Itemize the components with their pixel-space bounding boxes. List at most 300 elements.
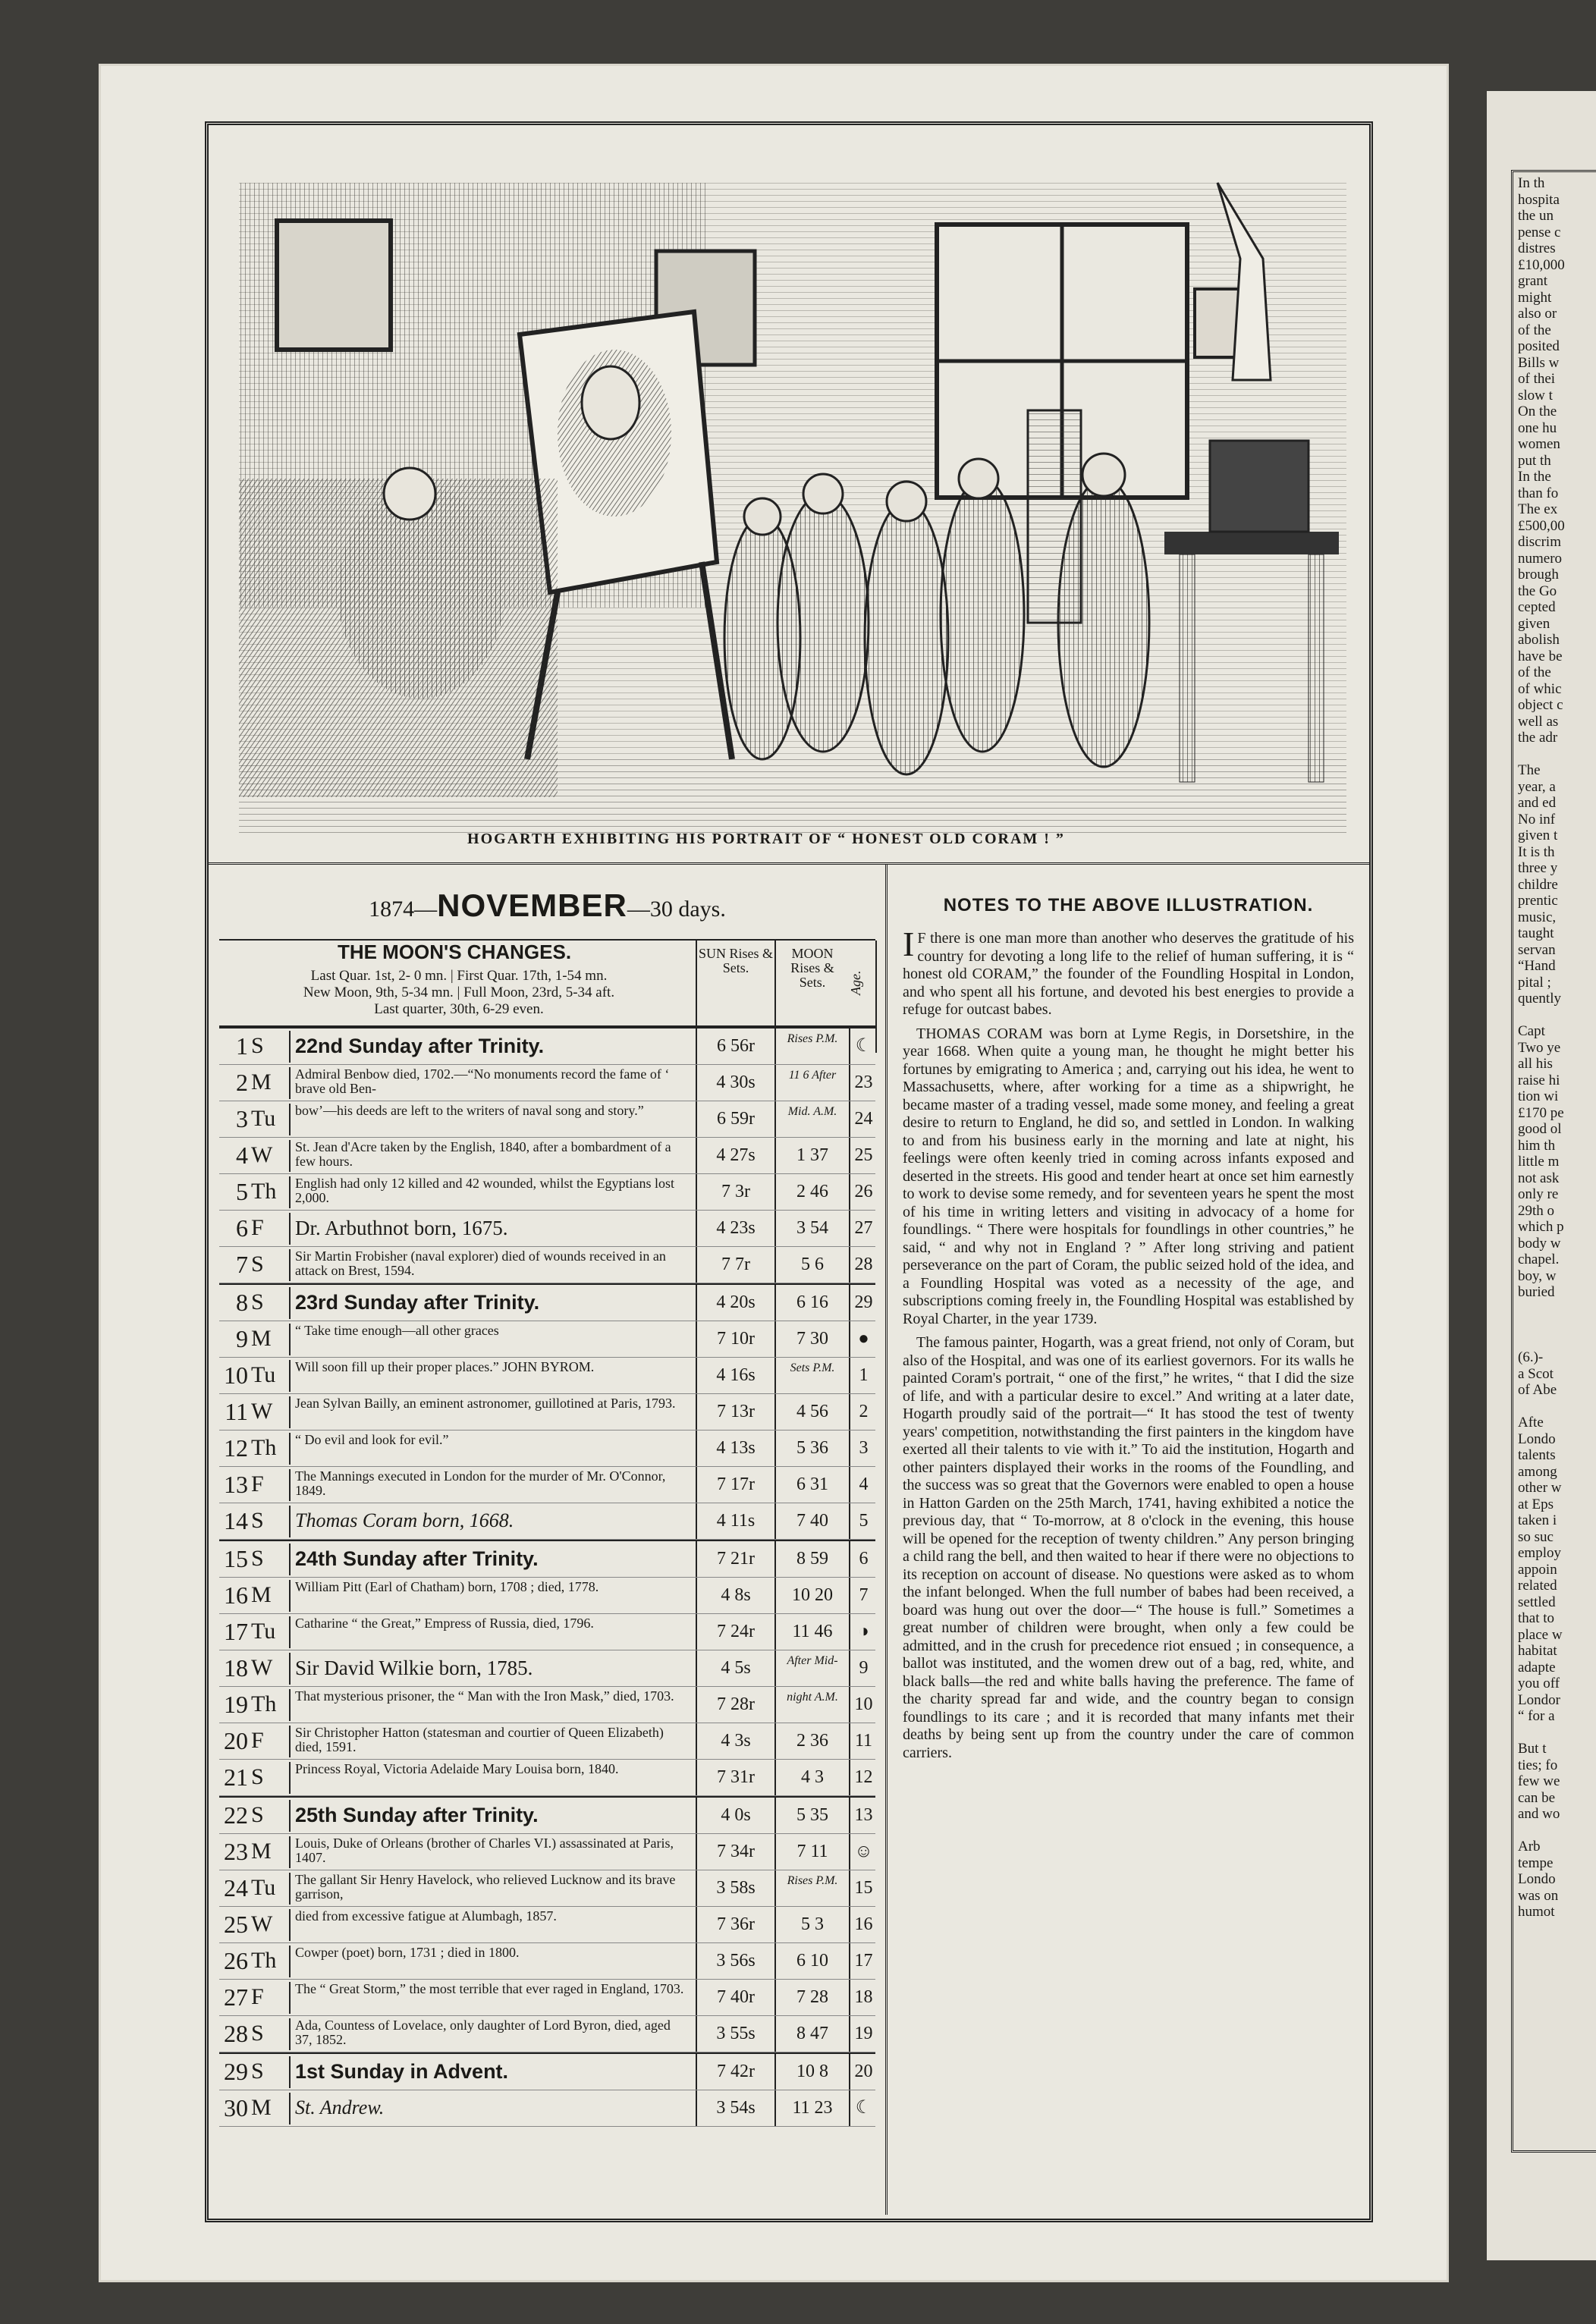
facing-text-line: other w — [1518, 1480, 1562, 1496]
weekday: Tu — [251, 1106, 276, 1131]
day-event: Dr. Arbuthnot born, 1675. — [289, 1213, 690, 1245]
calendar-row — [219, 1687, 875, 1723]
calendar-row — [219, 1614, 875, 1650]
facing-text-line: childre — [1518, 876, 1558, 893]
day-event: Sir David Wilkie born, 1785. — [289, 1653, 690, 1685]
facing-text-line: the adr — [1518, 730, 1558, 746]
facing-text-line: three y — [1518, 860, 1558, 876]
day-event: 24th Sunday after Trinity. — [289, 1544, 690, 1575]
moon-line-2: New Moon, 9th, 5-34 mn. | Full Moon, 23rd, 5-34 aft. — [303, 985, 615, 1000]
facing-text-line: settled — [1518, 1594, 1556, 1610]
day-event: Catharine “ the Great,” Empress of Russia, died, 1796. — [289, 1616, 690, 1648]
moon-changes-box — [219, 939, 875, 1027]
facing-text-line: of Abe — [1518, 1382, 1557, 1398]
moon-age: 18 — [849, 1980, 877, 2015]
facing-text-line: Afte — [1518, 1415, 1544, 1431]
calendar-row — [219, 1467, 875, 1503]
moon-age: 4 — [849, 1467, 877, 1503]
moon-age: 6 — [849, 1541, 877, 1577]
day-event: Admiral Benbow died, 1702.—“No monuments record the fame of ‘ brave old Ben- — [289, 1067, 690, 1099]
facing-text-line: prentic — [1518, 893, 1558, 909]
calendar-row — [219, 1138, 875, 1174]
facing-text-line: good ol — [1518, 1121, 1562, 1137]
weekday: Th — [251, 1691, 277, 1716]
moon-age: 7 — [849, 1578, 877, 1613]
facing-text-line: In th — [1518, 175, 1545, 191]
facing-text-line: the un — [1518, 208, 1554, 224]
sun-column-header: SUN Rises & Sets. — [696, 941, 774, 1032]
calendar-section — [219, 865, 875, 2127]
sun-time: 7 24r — [696, 1614, 774, 1650]
calendar-row — [219, 1834, 875, 1870]
facing-text-line — [1518, 1823, 1596, 1839]
calendar-row — [219, 1943, 875, 1980]
facing-text-line: On the — [1518, 404, 1557, 419]
facing-text-line: numero — [1518, 550, 1563, 567]
calendar-row — [219, 2090, 875, 2127]
weekday: W — [251, 1911, 273, 1936]
moon-time: 11 46 — [774, 1614, 849, 1650]
facing-text-line: No inf — [1518, 811, 1556, 828]
facing-text-line: Londo — [1518, 1871, 1556, 1887]
day-number: 18 — [224, 1654, 248, 1682]
calendar-rows — [219, 1027, 875, 2127]
sun-time: 4 8s — [696, 1578, 774, 1613]
moon-age: 11 — [849, 1723, 877, 1759]
calendar-row — [219, 1723, 875, 1760]
facing-text-line: also or — [1518, 306, 1557, 322]
facing-text-line: brough — [1518, 567, 1559, 583]
moon-column-header: MOON Rises & Sets. — [774, 941, 849, 1032]
moon-time: 11 6 After — [774, 1065, 849, 1101]
weekday: M — [251, 2095, 272, 2120]
day-number: 28 — [224, 2020, 248, 2047]
facing-page — [1487, 91, 1596, 2260]
facing-text-line: given — [1518, 615, 1550, 632]
facing-page-column — [1511, 170, 1596, 2153]
sun-time: 7 28r — [696, 1687, 774, 1723]
sun-time: 4 16s — [696, 1358, 774, 1393]
facing-text-line: adapte — [1518, 1659, 1556, 1675]
day-event: 22nd Sunday after Trinity. — [289, 1031, 690, 1063]
day-number: 9 — [236, 1325, 248, 1352]
day-event: Jean Sylvan Bailly, an eminent astronomer, guillotined at Paris, 1793. — [289, 1396, 690, 1428]
moon-age: 28 — [849, 1247, 877, 1283]
moon-changes-title: THE MOON'S CHANGES. — [337, 941, 572, 963]
facing-text-line: “Hand — [1518, 958, 1556, 974]
almanac-page — [99, 64, 1449, 2282]
notes-paragraph: The famous painter, Hogarth, was a great friend, not only of Coram, but also of the Hospital, and was one of its earliest governors. For its walls he painted Coram's portrait, “ one of the first,” he writes, “ that I did the size of life, and with a particular desire to excel.” And writing at a later date, Hogarth proudly said of the portrait—“ It has stood the test of twenty years' competition, notwithstanding the first painters in the kingdom have exerted all their talents to vie with it.” To aid the institution, Hogarth and other painters displayed their works in the rooms of the Foundling, and the success was so great that the Governors were enabled to open a house in Hatton Garden on the 25th March, 1741, having exhibited a notice the previous day, that “ To-morrow, at 8 o'clock in the evening, this house will be opened for the reception of twenty children.” Any person bringing a child rang the bell, and then waited to hear if there were no objections to its reception on account of disease. No questions were asked as to whom the infant belonged. When the full number of babes had been received, a board was hung out over the door—“ The house is full.” Sometimes a great number of children were brought, when only a few could be admitted, and in the crush for precedence riot ensued ; in consequence, a ballot was instituted, and the women drew out of a bag, red, white, and black balls—the red and white balls having the preference. The fame of the charity spread far and wide, and the country began to consign foundlings to its care ; and it is recorded that many infants met their deaths by being sent up from the country under the care of common carriers. — [903, 1334, 1354, 1761]
facing-text-line: place w — [1518, 1626, 1563, 1643]
calendar-row — [219, 2052, 875, 2090]
weekday: M — [251, 1582, 272, 1607]
day-number: 8 — [236, 1289, 248, 1316]
weekday: Th — [251, 1179, 277, 1204]
sun-time: 4 11s — [696, 1503, 774, 1539]
day-event: Ada, Countess of Lovelace, only daughter of Lord Byron, died, aged 37, 1852. — [289, 2018, 690, 2050]
day-event: 25th Sunday after Trinity. — [289, 1800, 690, 1832]
moon-age: 10 — [849, 1687, 877, 1723]
facing-text-line: habitat — [1518, 1643, 1557, 1659]
day-event: Will soon fill up their proper places.” JOHN BYROM. — [289, 1360, 690, 1392]
weekday: W — [251, 1399, 273, 1424]
day-event: The gallant Sir Henry Havelock, who relieved Lucknow and its brave garrison, — [289, 1873, 690, 1905]
day-number: 11 — [225, 1398, 248, 1425]
sun-time: 4 27s — [696, 1138, 774, 1173]
day-number: 23 — [224, 1838, 248, 1865]
day-number: 7 — [236, 1251, 248, 1278]
moon-age: 17 — [849, 1943, 877, 1979]
weekday: S — [251, 1289, 264, 1314]
moon-time: 1 37 — [774, 1138, 849, 1173]
moon-time: 7 30 — [774, 1321, 849, 1357]
facing-text-line: boy, w — [1518, 1267, 1557, 1284]
moon-age: 20 — [849, 2054, 877, 2090]
engraving-illustration — [231, 152, 1346, 850]
facing-text-line: hospita — [1518, 191, 1560, 208]
weekday: Tu — [251, 1619, 276, 1644]
weekday: F — [251, 1215, 264, 1240]
day-number: 24 — [224, 1874, 248, 1902]
weekday: F — [251, 1984, 264, 2009]
calendar-row — [219, 1907, 875, 1943]
calendar-row — [219, 1211, 875, 1247]
day-event: Thomas Coram born, 1668. — [289, 1506, 690, 1537]
calendar-row — [219, 1650, 875, 1687]
moon-time: 5 3 — [774, 1907, 849, 1942]
facing-text-line: and wo — [1518, 1806, 1560, 1822]
year: 1874 — [369, 897, 415, 922]
moon-age: ● — [849, 1321, 877, 1357]
day-event: That mysterious prisoner, the “ Man with the Iron Mask,” died, 1703. — [289, 1689, 690, 1721]
facing-text-line: might — [1518, 289, 1552, 306]
moon-time: 2 46 — [774, 1174, 849, 1210]
sun-time: 4 20s — [696, 1285, 774, 1321]
facing-text-line: quently — [1518, 991, 1561, 1007]
weekday: S — [251, 2021, 264, 2046]
weekday: W — [251, 1655, 273, 1680]
day-number: 10 — [224, 1361, 248, 1389]
day-event: English had only 12 killed and 42 wounded, whilst the Egyptians lost 2,000. — [289, 1176, 690, 1208]
day-event: Cowper (poet) born, 1731 ; died in 1800. — [289, 1946, 690, 1977]
moon-time: 6 10 — [774, 1943, 849, 1979]
calendar-row — [219, 1283, 875, 1321]
facing-text-line: cepted — [1518, 599, 1556, 615]
day-number: 20 — [224, 1727, 248, 1754]
weekday: S — [251, 1802, 264, 1827]
day-event: 23rd Sunday after Trinity. — [289, 1287, 690, 1319]
moon-age: 19 — [849, 2016, 877, 2052]
sun-time: 3 55s — [696, 2016, 774, 2052]
moon-time: After Mid- — [774, 1650, 849, 1686]
facing-text-line: The ex — [1518, 501, 1558, 517]
facing-text-line: the Go — [1518, 583, 1557, 599]
sun-time: 7 36r — [696, 1907, 774, 1942]
calendar-row — [219, 1796, 875, 1834]
facing-text-line: The — [1518, 762, 1541, 778]
facing-text-line: talents — [1518, 1447, 1556, 1463]
day-number: 29 — [224, 2058, 248, 2085]
day-event: Sir Christopher Hatton (statesman and courtier of Queen Elizabeth) died, 1591. — [289, 1726, 690, 1757]
moon-time: 7 40 — [774, 1503, 849, 1539]
day-number: 17 — [224, 1618, 248, 1645]
facing-text-line — [1518, 1399, 1596, 1415]
facing-text-line: buried — [1518, 1284, 1555, 1300]
calendar-row — [219, 1247, 875, 1283]
day-event: 1st Sunday in Advent. — [289, 2056, 690, 2088]
facing-text-line — [1518, 1301, 1596, 1317]
day-number: 5 — [236, 1178, 248, 1205]
day-number: 22 — [224, 1801, 248, 1829]
facing-text-line — [1518, 746, 1596, 763]
sun-time: 4 23s — [696, 1211, 774, 1246]
sun-time: 7 7r — [696, 1247, 774, 1283]
facing-text-line: one hu — [1518, 419, 1557, 436]
moon-age: 2 — [849, 1394, 877, 1430]
facing-text-line: chapel. — [1518, 1252, 1560, 1267]
facing-text-line: have be — [1518, 648, 1563, 664]
facing-text-line — [1518, 1333, 1596, 1350]
sun-time: 4 13s — [696, 1431, 774, 1466]
facing-text-line: pital ; — [1518, 974, 1551, 991]
moon-line-3: Last quarter, 30th, 6-29 even. — [374, 1001, 544, 1017]
facing-text-line: that to — [1518, 1610, 1555, 1626]
moon-time: 7 11 — [774, 1834, 849, 1870]
facing-text-line: related — [1518, 1578, 1557, 1594]
day-number: 14 — [224, 1507, 248, 1534]
facing-text-line: It is th — [1518, 843, 1555, 860]
facing-text-line: than fo — [1518, 485, 1559, 501]
facing-text-line: Two ye — [1518, 1039, 1561, 1056]
facing-text-line: well as — [1518, 713, 1559, 730]
calendar-row — [219, 1358, 875, 1394]
moon-age: 5 — [849, 1503, 877, 1539]
calendar-row — [219, 1980, 875, 2016]
day-event: Louis, Duke of Orleans (brother of Charles VI.) assassinated at Paris, 1407. — [289, 1836, 690, 1868]
day-event: William Pitt (Earl of Chatham) born, 1708 ; died, 1778. — [289, 1580, 690, 1612]
weekday: S — [251, 2059, 264, 2084]
day-number: 2 — [236, 1069, 248, 1096]
day-number: 13 — [224, 1471, 248, 1498]
moon-time: 8 47 — [774, 2016, 849, 2052]
moon-age: 3 — [849, 1431, 877, 1466]
facing-text-line: Londo — [1518, 1431, 1556, 1447]
day-number: 21 — [224, 1763, 248, 1791]
notes-section — [903, 865, 1354, 1768]
moon-age: 27 — [849, 1211, 877, 1246]
page-frame — [205, 121, 1373, 2222]
facing-text-line: Arb — [1518, 1839, 1541, 1854]
moon-time: 6 16 — [774, 1285, 849, 1321]
weekday: Tu — [251, 1875, 276, 1900]
facing-text-line: few we — [1518, 1773, 1560, 1789]
facing-text-line: But t — [1518, 1741, 1547, 1757]
moon-line-1: Last Quar. 1st, 2- 0 mn. | First Quar. 17th, 1-54 mn. — [310, 968, 608, 984]
sun-time: 7 34r — [696, 1834, 774, 1870]
facing-text-line: not ask — [1518, 1170, 1560, 1186]
day-number: 19 — [224, 1691, 248, 1718]
calendar-row — [219, 1321, 875, 1358]
moon-time: 5 36 — [774, 1431, 849, 1466]
facing-text-line: among — [1518, 1463, 1557, 1480]
facing-text-line — [1518, 1007, 1596, 1024]
facing-text-line: of thei — [1518, 371, 1556, 387]
sun-time: 6 59r — [696, 1101, 774, 1137]
moon-time: Rises P.M. — [774, 1870, 849, 1906]
moon-time: 7 28 — [774, 1980, 849, 2015]
calendar-row — [219, 1503, 875, 1540]
day-event: St. Jean d'Acre taken by the English, 1840, after a bombardment of a few hours. — [289, 1140, 690, 1172]
sun-time: 7 31r — [696, 1760, 774, 1795]
facing-text-line: In the — [1518, 469, 1551, 485]
calendar-row — [219, 1027, 875, 1065]
facing-text-line: abolish — [1518, 632, 1560, 648]
moon-age: 25 — [849, 1138, 877, 1173]
calendar-row — [219, 1065, 875, 1101]
day-number: 15 — [224, 1545, 248, 1572]
facing-text-line: “ for a — [1518, 1708, 1555, 1724]
moon-age: ☾ — [849, 1029, 877, 1064]
moon-time: 5 35 — [774, 1798, 849, 1833]
weekday: M — [251, 1326, 272, 1351]
calendar-row — [219, 1101, 875, 1138]
facing-text-line: taught — [1518, 925, 1554, 941]
day-event: St. Andrew. — [289, 2093, 690, 2125]
facing-text-line: humot — [1518, 1904, 1555, 1920]
day-number: 3 — [236, 1105, 248, 1132]
moon-age: ☺ — [849, 1834, 877, 1870]
moon-time: 10 20 — [774, 1578, 849, 1613]
facing-text-line: so suc — [1518, 1528, 1554, 1545]
facing-text-line: £10,000 — [1518, 256, 1565, 273]
weekday: M — [251, 1069, 272, 1094]
day-number: 25 — [224, 1911, 248, 1938]
sun-time: 3 56s — [696, 1943, 774, 1979]
facing-text-line: only re — [1518, 1186, 1559, 1202]
sun-time: 6 56r — [696, 1029, 774, 1064]
moon-age: 13 — [849, 1798, 877, 1833]
weekday: F — [251, 1471, 264, 1496]
facing-text-line: grant — [1518, 273, 1548, 289]
facing-text-line: ties; fo — [1518, 1757, 1558, 1773]
facing-text-line: body w — [1518, 1235, 1561, 1252]
month-name: NOVEMBER — [437, 887, 627, 923]
day-number: 27 — [224, 1983, 248, 2011]
notes-title: NOTES TO THE ABOVE ILLUSTRATION. — [943, 895, 1314, 915]
facing-text-line: raise hi — [1518, 1072, 1560, 1088]
calendar-row — [219, 1760, 875, 1796]
sun-time: 7 13r — [696, 1394, 774, 1430]
weekday: S — [251, 1764, 264, 1789]
moon-time: 6 31 — [774, 1467, 849, 1503]
facing-text-line: him th — [1518, 1137, 1556, 1154]
facing-text-line: tion wi — [1518, 1088, 1559, 1104]
facing-text-line: women — [1518, 436, 1560, 452]
sun-time: 7 21r — [696, 1541, 774, 1577]
day-number: 30 — [224, 2094, 248, 2121]
age-column-header: Age. — [849, 941, 877, 1053]
illustration-caption: HOGARTH EXHIBITING HIS PORTRAIT OF “ HONEST OLD CORAM ! ” — [467, 831, 1065, 847]
moon-time: 4 56 — [774, 1394, 849, 1430]
calendar-row — [219, 1578, 875, 1614]
facing-text-line: can be — [1518, 1789, 1556, 1806]
facing-text-line: £500,00 — [1518, 517, 1565, 534]
facing-text-line: Bills w — [1518, 354, 1560, 371]
facing-text-line: employ — [1518, 1545, 1561, 1561]
weekday: Tu — [251, 1362, 276, 1387]
moon-age: 15 — [849, 1870, 877, 1906]
facing-text-line: year, a — [1518, 778, 1556, 795]
moon-age: 24 — [849, 1101, 877, 1137]
facing-text-line: tempe — [1518, 1854, 1554, 1871]
facing-text-line: appoin — [1518, 1561, 1557, 1578]
day-event: Princess Royal, Victoria Adelaide Mary Louisa born, 1840. — [289, 1762, 690, 1794]
day-number: 26 — [224, 1947, 248, 1974]
facing-text-line: £170 pe — [1518, 1104, 1564, 1121]
facing-text-line: posited — [1518, 338, 1560, 354]
sun-time: 7 40r — [696, 1980, 774, 2015]
facing-text-line: 29th o — [1518, 1202, 1555, 1219]
moon-age: 1 — [849, 1358, 877, 1393]
sun-time: 3 54s — [696, 2090, 774, 2126]
sun-time: 7 3r — [696, 1174, 774, 1210]
facing-text-line: slow t — [1518, 387, 1553, 404]
weekday: S — [251, 1546, 264, 1571]
day-number: 1 — [236, 1032, 248, 1060]
facing-text-line: distres — [1518, 240, 1556, 256]
weekday: M — [251, 1839, 272, 1864]
moon-time: 5 6 — [774, 1247, 849, 1283]
facing-text-line: discrim — [1518, 534, 1561, 550]
moon-time: 3 54 — [774, 1211, 849, 1246]
notes-paragraph: THOMAS CORAM was born at Lyme Regis, in Dorsetshire, in the year 1668. When quite a young man, he thought he might better his fortunes by emigrating to America ; and, carrying out his idea, he went to Massachusetts, where, after working for a time as a shipwright, he became master of a trading vessel, made some money, and feeling a great desire to return to England, he did so, and settled in London. In walking to and from his business early in the morning and late at night, his feelings were often keenly tried in coming across infants exposed and deserted in the streets. His good and tender heart at once set him earnestly to work to devise some remedy, and for seventeen years he spent the most of his time in writing letters and visiting in advocacy of a home for foundlings. “ There were hospitals for foundlings in other countries,” he said, “ and why not in England ? ” After long striving and patient perseverance on the part of Coram, the public seized hold of the idea, and a Foundling Hospital was voted as a necessity of the age, and subscriptions coming freely in, the Foundling Hospital was established by Royal Charter, in the year 1739. — [903, 1025, 1354, 1327]
day-number: 4 — [236, 1142, 248, 1169]
column-divider — [885, 865, 888, 2215]
calendar-row — [219, 1394, 875, 1431]
facing-text-line: taken i — [1518, 1512, 1557, 1528]
weekday: F — [251, 1728, 264, 1753]
sun-time: 3 58s — [696, 1870, 774, 1906]
weekday: S — [251, 1252, 264, 1277]
facing-text-line: you off — [1518, 1675, 1560, 1691]
sun-time: 7 42r — [696, 2054, 774, 2090]
facing-text-line — [1518, 1317, 1596, 1333]
moon-age: 23 — [849, 1065, 877, 1101]
facing-text-line: given t — [1518, 828, 1558, 843]
facing-text-line: at Eps — [1518, 1496, 1554, 1512]
facing-text-line: of the — [1518, 664, 1551, 680]
day-number: 6 — [236, 1214, 248, 1242]
weekday: S — [251, 1508, 264, 1533]
facing-text-line — [1518, 1725, 1596, 1741]
facing-text-line: pense c — [1518, 224, 1561, 240]
calendar-row — [219, 1174, 875, 1211]
calendar-row — [219, 2016, 875, 2052]
day-event: The Mannings executed in London for the murder of Mr. O'Connor, 1849. — [289, 1469, 690, 1501]
sun-time: 7 17r — [696, 1467, 774, 1503]
moon-age: 9 — [849, 1650, 877, 1686]
moon-time: 2 36 — [774, 1723, 849, 1759]
moon-time: 10 8 — [774, 2054, 849, 2090]
facing-text-line: put th — [1518, 452, 1551, 469]
moon-age: ◑ — [849, 1614, 877, 1650]
day-event: “ Take time enough—all other graces — [289, 1324, 690, 1355]
facing-text-line: all his — [1518, 1056, 1553, 1072]
moon-time: 11 23 — [774, 2090, 849, 2126]
weekday: Th — [251, 1948, 277, 1973]
moon-age: 12 — [849, 1760, 877, 1795]
day-event: The “ Great Storm,” the most terrible that ever raged in England, 1703. — [289, 1982, 690, 2014]
